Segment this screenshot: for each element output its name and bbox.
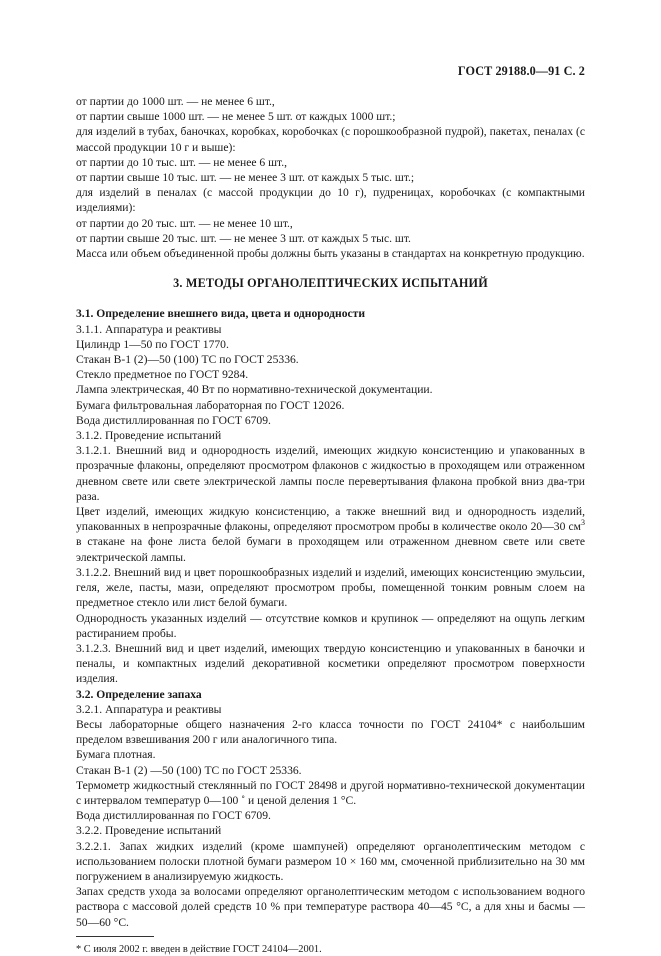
text-line: Стекло предметное по ГОСТ 9284. <box>76 368 249 382</box>
text-line: от партии свыше 1000 шт. — не менее 5 шт. от каждых 1000 шт.; <box>76 110 396 124</box>
paragraph: Весы лабораторные общего назначения 2-го класса точности по ГОСТ 24104* с наибольшим пределом взвешивания 200 г или аналогичного типа. <box>76 717 585 747</box>
text-line: от партии свыше 20 тыс. шт. — не менее 3 шт. от каждых 5 тыс. шт. <box>76 231 411 245</box>
paragraph-text: в стакане на фоне листа белой бумаги в проходящем или отраженном дневном свете или свете электрической лампы. <box>76 535 585 564</box>
text-line: Бумага плотная. <box>76 748 156 762</box>
text-line: Стакан В-1 (2) —50 (100) ТС по ГОСТ 25336. <box>76 763 302 777</box>
text-line: 3.2.1. Аппаратура и реактивы <box>76 702 222 716</box>
section-heading: 3. МЕТОДЫ ОРГАНОЛЕПТИЧЕСКИХ ИСПЫТАНИЙ <box>173 276 488 291</box>
text-line: от партии до 10 тыс. шт. — не менее 6 шт., <box>76 155 288 169</box>
paragraph: для изделий в пеналах (с массой продукции до 10 г), пудреницах, коробочках (с компактными изделиями): <box>76 186 585 215</box>
text-line: Бумага фильтровальная лабораторная по ГОСТ 12026. <box>76 398 345 412</box>
text-line: 3.1.1. Аппаратура и реактивы <box>76 322 222 336</box>
paragraph: 3.1.2.2. Внешний вид и цвет порошкообразных изделий и изделий, имеющих консистенцию эмульсии, геля, желе, пасты, мази, определяют просмотром пробы, помещенной тонким ровным слоем на предметное стекло или лист белой бумаги. <box>76 565 585 610</box>
paragraph: Однородность указанных изделий — отсутствие комков и крупинок — определяют на ощупь легким растиранием пробы. <box>76 611 585 640</box>
paragraph: Запах средств ухода за волосами определяют органолептическим методом с использованием водного раствора с массовой долей средств 10 % при температуре раствора 40—45 °С, а для хны и басмы — 50—60 °С. <box>76 885 585 929</box>
text-line: от партии свыше 10 тыс. шт. — не менее 3 шт. от каждых 5 тыс. шт.; <box>76 171 415 185</box>
paragraph: 3.1.2.3. Внешний вид и цвет изделий, имеющих твердую консистенцию и упакованных в баночки и пеналы, и компактных изделий декоративной косметики определяют просмотром поверхности изделия. <box>76 641 585 686</box>
paragraph: 3.1.2.1. Внешний вид и однородность изделий, имеющих жидкую консистенцию и упакованных в прозрачные флаконы, определяют просмотром флаконов с жидкостью в проходящем или отраженном дневном свете или свете электрической лампы после перевертывания флакона пробкой вниз два-три раза. <box>76 444 585 503</box>
paragraph: для изделий в тубах, баночках, коробках, коробочках (с порошкообразной пудрой), пакетах, пеналах (с массой продукции 10 г и выше): <box>76 125 585 154</box>
text-line: 3.2.2. Проведение испытаний <box>76 824 222 838</box>
paragraph: Термометр жидкостный стеклянный по ГОСТ 28498 и другой нормативно-технической документации с интервалом температур 0—100 ˚ и ценой деления 1 °С. <box>76 778 585 807</box>
paragraph-text: Цвет изделий, имеющих жидкую консистенцию, а также внешний вид и однородность изделий, упакованных в непрозрачные флаконы, определяют просмотром пробы в количестве около 20—30 см <box>76 505 585 534</box>
page-header: ГОСТ 29188.0—91 С. 2 <box>457 64 585 78</box>
paragraph: 3.2.2.1. Запах жидких изделий (кроме шампуней) определяют органолептическим методом с использованием полоски плотной бумаги размером 10 × 160 мм, смоченной приблизительно на 30 мм погружением в анализируемую жидкость. <box>76 839 585 883</box>
text-line: Вода дистиллированная по ГОСТ 6709. <box>76 413 271 427</box>
document-body <box>76 94 585 956</box>
text-line: от партии до 1000 шт. — не менее 6 шт., <box>76 95 275 108</box>
paragraph <box>76 504 585 565</box>
footnote: * С июля 2002 г. введен в действие ГОСТ 24104—2001. <box>76 943 322 955</box>
text-line: 3.1.2. Проведение испытаний <box>76 429 222 443</box>
superscript: 3 <box>581 518 585 528</box>
text-line: Лампа электрическая, 40 Вт по нормативно-технической документации. <box>76 383 433 397</box>
subsection-title: 3.1. Определение внешнего вида, цвета и однородности <box>76 307 366 321</box>
text-line: Стакан В-1 (2)—50 (100) ТС по ГОСТ 25336. <box>76 353 299 367</box>
text-line: Цилиндр 1—50 по ГОСТ 1770. <box>76 337 229 351</box>
text-line: от партии до 20 тыс. шт. — не менее 10 шт., <box>76 216 293 230</box>
paragraph: Масса или объем объединенной пробы должны быть указаны в стандартах на конкретную продукцию. <box>76 247 585 261</box>
text-line: Вода дистиллированная по ГОСТ 6709. <box>76 809 271 823</box>
subsection-title: 3.2. Определение запаха <box>76 687 202 701</box>
